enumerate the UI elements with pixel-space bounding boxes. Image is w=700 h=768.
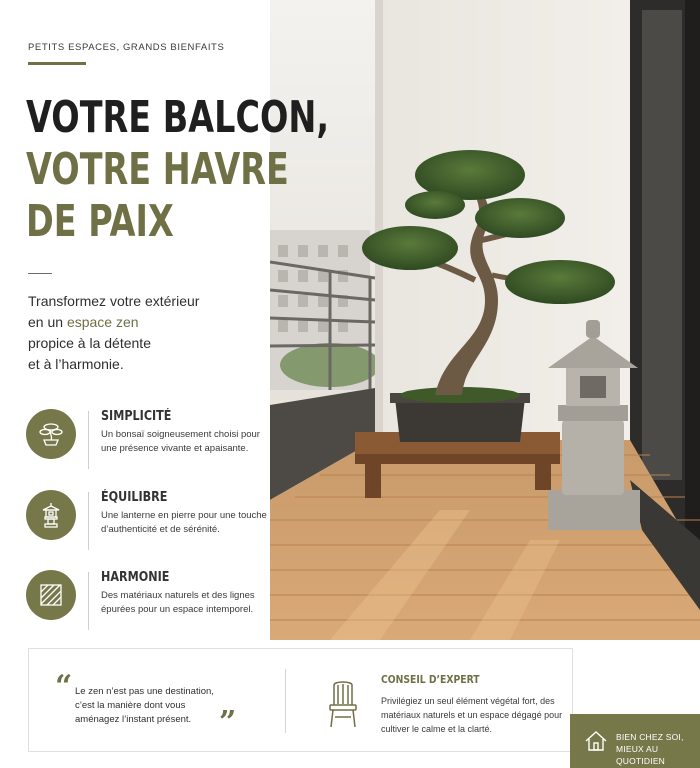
balcony-photo: [270, 0, 700, 640]
lead-paragraph: [28, 291, 199, 375]
tagline-badge: [570, 714, 700, 768]
lantern-icon: [26, 490, 76, 540]
wood-tile-icon: [26, 570, 76, 620]
feature-description: Un bonsaï soigneusement choisi pour une présence vivante et apaisante.: [101, 429, 260, 454]
tip-title: CONSEIL D’EXPERT: [381, 673, 480, 686]
quote-card: [28, 648, 573, 752]
feature-equilibre: [26, 490, 266, 560]
lead-line-3: propice à la détente: [28, 335, 151, 351]
feature-description: Des matériaux naturels et des lignes épurées pour un espace intemporel.: [101, 590, 255, 615]
feature-separator: [88, 572, 89, 630]
feature-separator: [88, 411, 89, 469]
lead-accent: espace zen: [66, 314, 139, 330]
lead-line-4: et à l’harmonie.: [28, 356, 124, 372]
house-icon: [584, 730, 608, 752]
eyebrow-label: PETITS ESPACES, GRANDS BIENFAITS: [28, 42, 225, 53]
feature-title: HARMONIE: [101, 570, 170, 585]
title-line-2: VOTRE HAVRE: [26, 144, 289, 195]
tip-text: Privilégiez un seul élément végétal fort, des matériaux naturels et un espace dégagé pour cultiver le calme et la clarté.: [381, 696, 563, 734]
card-divider: [285, 669, 286, 733]
tagline-line-2: MIEUX AU QUOTIDIEN: [616, 744, 666, 766]
tagline-text: [616, 731, 700, 767]
feature-separator: [88, 492, 89, 550]
eyebrow-rule: [28, 62, 86, 65]
intro-panel: [0, 0, 330, 640]
lead-line-2a: en un: [28, 314, 67, 330]
balcony-bonsai-image: [270, 0, 700, 640]
feature-title: SIMPLICITÉ: [101, 409, 172, 424]
bonsai-icon: [26, 409, 76, 459]
feature-title: ÉQUILIBRE: [101, 490, 168, 505]
title-line-3: DE PAIX: [26, 196, 174, 247]
divider: [28, 273, 52, 274]
feature-harmonie: [26, 570, 266, 640]
tagline-line-1: BIEN CHEZ SOI,: [616, 732, 684, 742]
feature-description: Une lanterne en pierre pour une touche d’authenticité et de sérénité.: [101, 510, 267, 535]
lead-line-1: Transformez votre extérieur: [28, 293, 200, 309]
title-line-1: VOTRE BALCON,: [26, 92, 330, 143]
close-quote-mark: ”: [219, 705, 237, 740]
open-quote-mark: “: [55, 669, 73, 704]
feature-simplicite: [26, 409, 266, 479]
page-title: [26, 92, 329, 248]
quote-text: Le zen n’est pas une destination, c’est la manière dont vous aménagez l’instant présent.: [75, 686, 214, 725]
chair-icon: [325, 677, 361, 729]
